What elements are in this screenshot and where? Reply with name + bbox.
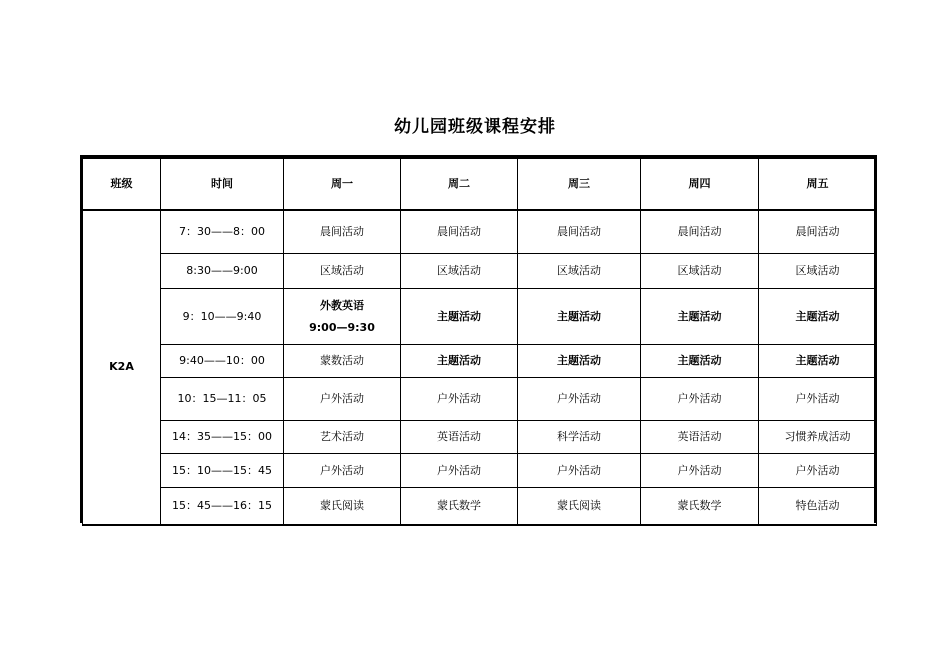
header-time: 时间: [161, 159, 284, 210]
activity-cell: 主题活动: [401, 345, 518, 378]
activity-cell: 户外活动: [759, 378, 877, 421]
activity-cell: 区域活动: [641, 254, 759, 289]
activity-cell: 主题活动: [759, 345, 877, 378]
activity-cell: 晨间活动: [759, 210, 877, 254]
header-row: [83, 159, 877, 210]
table-row: [83, 421, 877, 454]
activity-cell: 主题活动: [518, 345, 641, 378]
activity-cell: 户外活动: [401, 454, 518, 488]
activity-cell: 区域活动: [518, 254, 641, 289]
activity-cell: 科学活动: [518, 421, 641, 454]
header-thursday: 周四: [641, 159, 759, 210]
header-wednesday: 周三: [518, 159, 641, 210]
header-monday: 周一: [284, 159, 401, 210]
activity-cell: 特色活动: [759, 488, 877, 525]
activity-cell: 蒙氏数学: [401, 488, 518, 525]
table-row: [83, 345, 877, 378]
activity-cell: 蒙氏数学: [641, 488, 759, 525]
header-tuesday: 周二: [401, 159, 518, 210]
header-friday: 周五: [759, 159, 877, 210]
activity-cell: 主题活动: [641, 345, 759, 378]
activity-cell: 户外活动: [401, 378, 518, 421]
time-cell: 10：15—11：05: [161, 378, 284, 421]
activity-cell: 艺术活动: [284, 421, 401, 454]
activity-cell: 户外活动: [518, 378, 641, 421]
activity-cell: 晨间活动: [641, 210, 759, 254]
header-class: 班级: [83, 159, 161, 210]
table-row: [83, 289, 877, 345]
activity-cell: 户外活动: [759, 454, 877, 488]
table-row: [83, 488, 877, 525]
activity-cell: 户外活动: [284, 454, 401, 488]
activity-cell: 区域活动: [401, 254, 518, 289]
schedule-table-frame: [80, 155, 877, 523]
activity-cell: 主题活动: [759, 289, 877, 345]
table-row: [83, 254, 877, 289]
activity-sub-time: 9:00—9:30: [309, 320, 375, 334]
activity-cell: 蒙数活动: [284, 345, 401, 378]
activity-cell: 习惯养成活动: [759, 421, 877, 454]
page-title: 幼儿园班级课程安排: [394, 117, 556, 137]
schedule-table: [82, 158, 877, 526]
time-cell: 9:40——10：00: [161, 345, 284, 378]
time-cell: 15：45——16：15: [161, 488, 284, 525]
activity-cell: 主题活动: [518, 289, 641, 345]
table-row: [83, 210, 877, 254]
activity-cell: 主题活动: [401, 289, 518, 345]
time-cell: 8:30——9:00: [161, 254, 284, 289]
time-cell: 9：10——9:40: [161, 289, 284, 345]
activity-cell: 蒙氏阅读: [518, 488, 641, 525]
activity-cell: 主题活动: [641, 289, 759, 345]
time-cell: 15：10——15：45: [161, 454, 284, 488]
time-cell: 7：30——8：00: [161, 210, 284, 254]
activity-cell: 区域活动: [759, 254, 877, 289]
activity-label: 外教英语: [320, 298, 364, 312]
class-name-cell: K2A: [83, 210, 161, 525]
table-row: [83, 378, 877, 421]
activity-cell: [284, 289, 401, 345]
activity-cell: 户外活动: [641, 454, 759, 488]
activity-cell: 晨间活动: [401, 210, 518, 254]
activity-cell: 户外活动: [641, 378, 759, 421]
activity-cell: 户外活动: [518, 454, 641, 488]
activity-cell: 英语活动: [641, 421, 759, 454]
activity-cell: 晨间活动: [518, 210, 641, 254]
activity-cell: 英语活动: [401, 421, 518, 454]
activity-cell: 晨间活动: [284, 210, 401, 254]
table-row: [83, 454, 877, 488]
activity-cell: 区域活动: [284, 254, 401, 289]
activity-cell: 蒙氏阅读: [284, 488, 401, 525]
activity-cell: 户外活动: [284, 378, 401, 421]
time-cell: 14：35——15：00: [161, 421, 284, 454]
